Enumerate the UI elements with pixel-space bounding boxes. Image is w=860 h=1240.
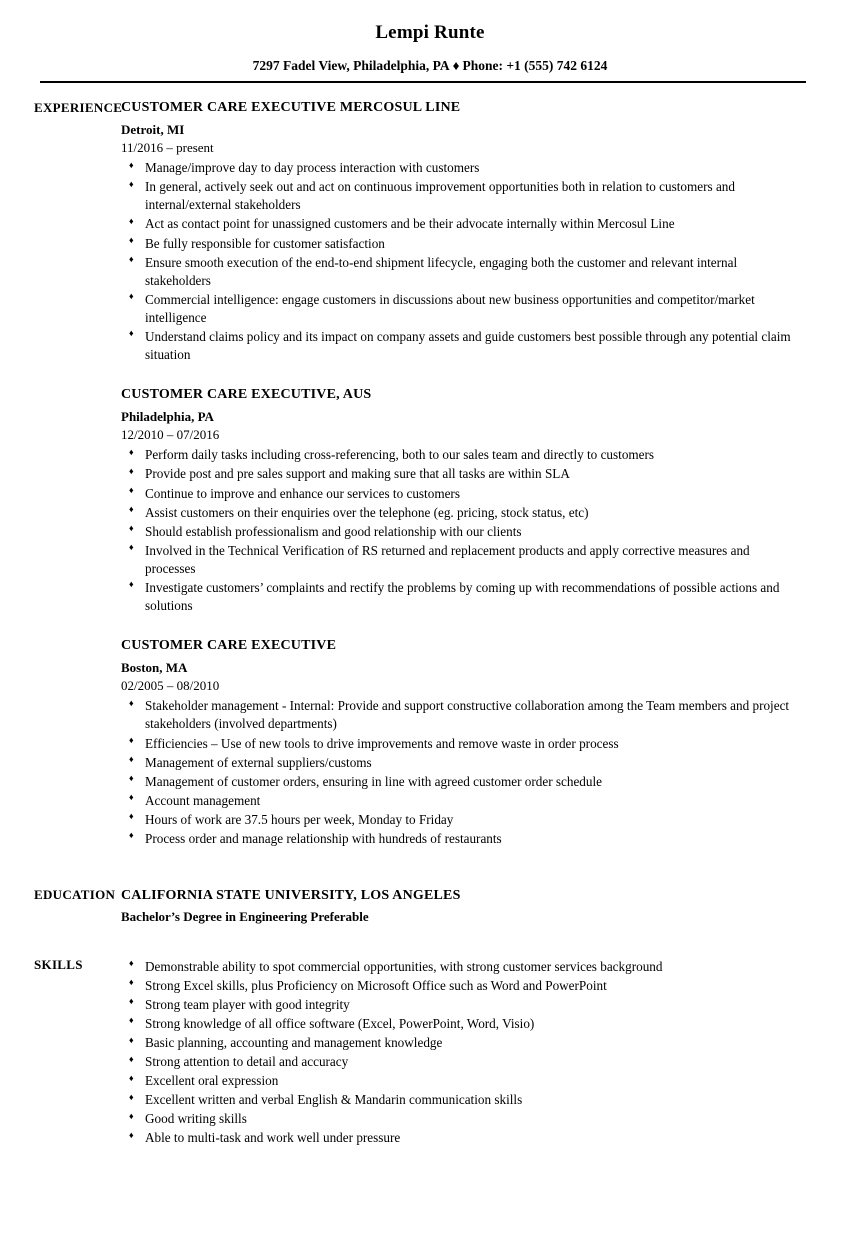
job-bullet: ♦ Act as contact point for unassigned customers and be their advocate internally within Mercosul Line — [121, 215, 798, 233]
job-bullet: ♦ Should establish professionalism and good relationship with our clients — [121, 523, 798, 541]
job-bullet: ♦ Provide post and pre sales support and making sure that all tasks are within SLA — [121, 465, 798, 483]
experience-job — [121, 386, 798, 615]
job-location: Philadelphia, PA — [121, 409, 214, 424]
skill-item: ♦ Good writing skills — [121, 1110, 798, 1128]
skill-item: ♦ Strong team player with good integrity — [121, 996, 798, 1014]
job-title: CUSTOMER CARE EXECUTIVE — [121, 638, 337, 654]
job-title: CUSTOMER CARE EXECUTIVE, AUS — [121, 387, 372, 403]
job-bullet: ♦ Efficiencies – Use of new tools to drive improvements and remove waste in order process — [121, 735, 798, 753]
resume-body — [0, 83, 860, 1148]
skill-item: ♦ Strong Excel skills, plus Proficiency on Microsoft Office such as Word and PowerPoint — [121, 977, 798, 995]
experience-job — [121, 637, 798, 848]
education-content — [121, 886, 860, 926]
candidate-address: 7297 Fadel View, Philadelphia, PA — [252, 57, 450, 73]
resume-header — [0, 0, 860, 83]
candidate-phone: Phone: +1 (555) 742 6124 — [462, 57, 608, 73]
education-school: CALIFORNIA STATE UNIVERSITY, LOS ANGELES — [121, 887, 461, 903]
job-title: CUSTOMER CARE EXECUTIVE MERCOSUL LINE — [121, 99, 461, 115]
job-location: Detroit, MI — [121, 121, 185, 137]
section-label-education: EDUCATION — [34, 886, 116, 902]
job-dates: 12/2010 – 07/2016 — [121, 427, 220, 443]
job-bullet: ♦ Investigate customers’ complaints and rectify the problems by coming up with recommendations of possible actions and solutions — [121, 579, 798, 615]
job-dates: 02/2005 – 08/2010 — [121, 678, 220, 694]
job-bullet: ♦ Commercial intelligence: engage customers in discussions about new business opportunities and competitor/market intelligence — [121, 291, 798, 327]
job-bullet: ♦ Understand claims policy and its impact on company assets and guide customers best possible through any potential claim situation — [121, 328, 798, 364]
skills-list — [121, 958, 798, 1148]
job-bullet-list — [121, 159, 798, 364]
job-bullet: ♦ Continue to improve and enhance our services to customers — [121, 485, 798, 503]
skill-item: ♦ Basic planning, accounting and management knowledge — [121, 1034, 798, 1052]
job-bullet-list — [121, 697, 798, 848]
skill-item: ♦ Demonstrable ability to spot commercial opportunities, with strong customer services background — [121, 958, 798, 976]
education-degree: Bachelor’s Degree in Engineering Preferable — [121, 908, 369, 924]
section-experience — [0, 99, 860, 848]
experience-job — [121, 99, 798, 364]
skill-item: ♦ Able to multi-task and work well under pressure — [121, 1129, 798, 1147]
section-skills — [0, 956, 860, 1148]
job-bullet: ♦ Account management — [121, 792, 798, 810]
skill-item: ♦ Excellent oral expression — [121, 1072, 798, 1090]
skill-item: ♦ Strong knowledge of all office software (Excel, PowerPoint, Word, Visio) — [121, 1015, 798, 1033]
diamond-separator-icon: ♦ — [452, 57, 460, 73]
candidate-name: Lempi Runte — [375, 22, 485, 43]
job-bullet: ♦ Ensure smooth execution of the end-to-end shipment lifecycle, engaging both the customer and relevant internal stakeholders — [121, 254, 798, 290]
section-label-experience: EXPERIENCE — [34, 99, 123, 115]
job-location: Boston, MA — [121, 659, 188, 675]
job-bullet: ♦ Be fully responsible for customer satisfaction — [121, 235, 798, 253]
job-bullet: ♦ Management of customer orders, ensuring in line with agreed customer order schedule — [121, 773, 798, 791]
skill-item: ♦ Excellent written and verbal English & Mandarin communication skills — [121, 1091, 798, 1109]
job-bullet: ♦ Perform daily tasks including cross-referencing, both to our sales team and directly to customers — [121, 446, 798, 464]
job-bullet: ♦ Manage/improve day to day process interaction with customers — [121, 159, 798, 177]
skill-item: ♦ Strong attention to detail and accuracy — [121, 1053, 798, 1071]
section-label-skills: SKILLS — [34, 956, 83, 972]
job-bullet: ♦ In general, actively seek out and act on continuous improvement opportunities both in relation to customers and internal/external stakeholders — [121, 178, 798, 214]
job-dates: 11/2016 – present — [121, 140, 214, 156]
experience-content — [121, 99, 860, 848]
skills-content — [121, 956, 860, 1148]
job-bullet: ♦ Process order and manage relationship with hundreds of restaurants — [121, 830, 798, 848]
job-bullet: ♦ Management of external suppliers/customs — [121, 754, 798, 772]
contact-line — [0, 58, 860, 74]
job-bullet-list — [121, 446, 798, 615]
job-bullet: ♦ Involved in the Technical Verification of RS returned and replacement products and apply corrective measures and processes — [121, 542, 798, 578]
job-bullet: ♦ Stakeholder management - Internal: Provide and support constructive collaboration among the Team members and project stakeholders (involved departments) — [121, 697, 798, 733]
section-education — [0, 886, 860, 926]
job-bullet: ♦ Assist customers on their enquiries over the telephone (eg. pricing, stock status, etc) — [121, 504, 798, 522]
job-bullet: ♦ Hours of work are 37.5 hours per week, Monday to Friday — [121, 811, 798, 829]
